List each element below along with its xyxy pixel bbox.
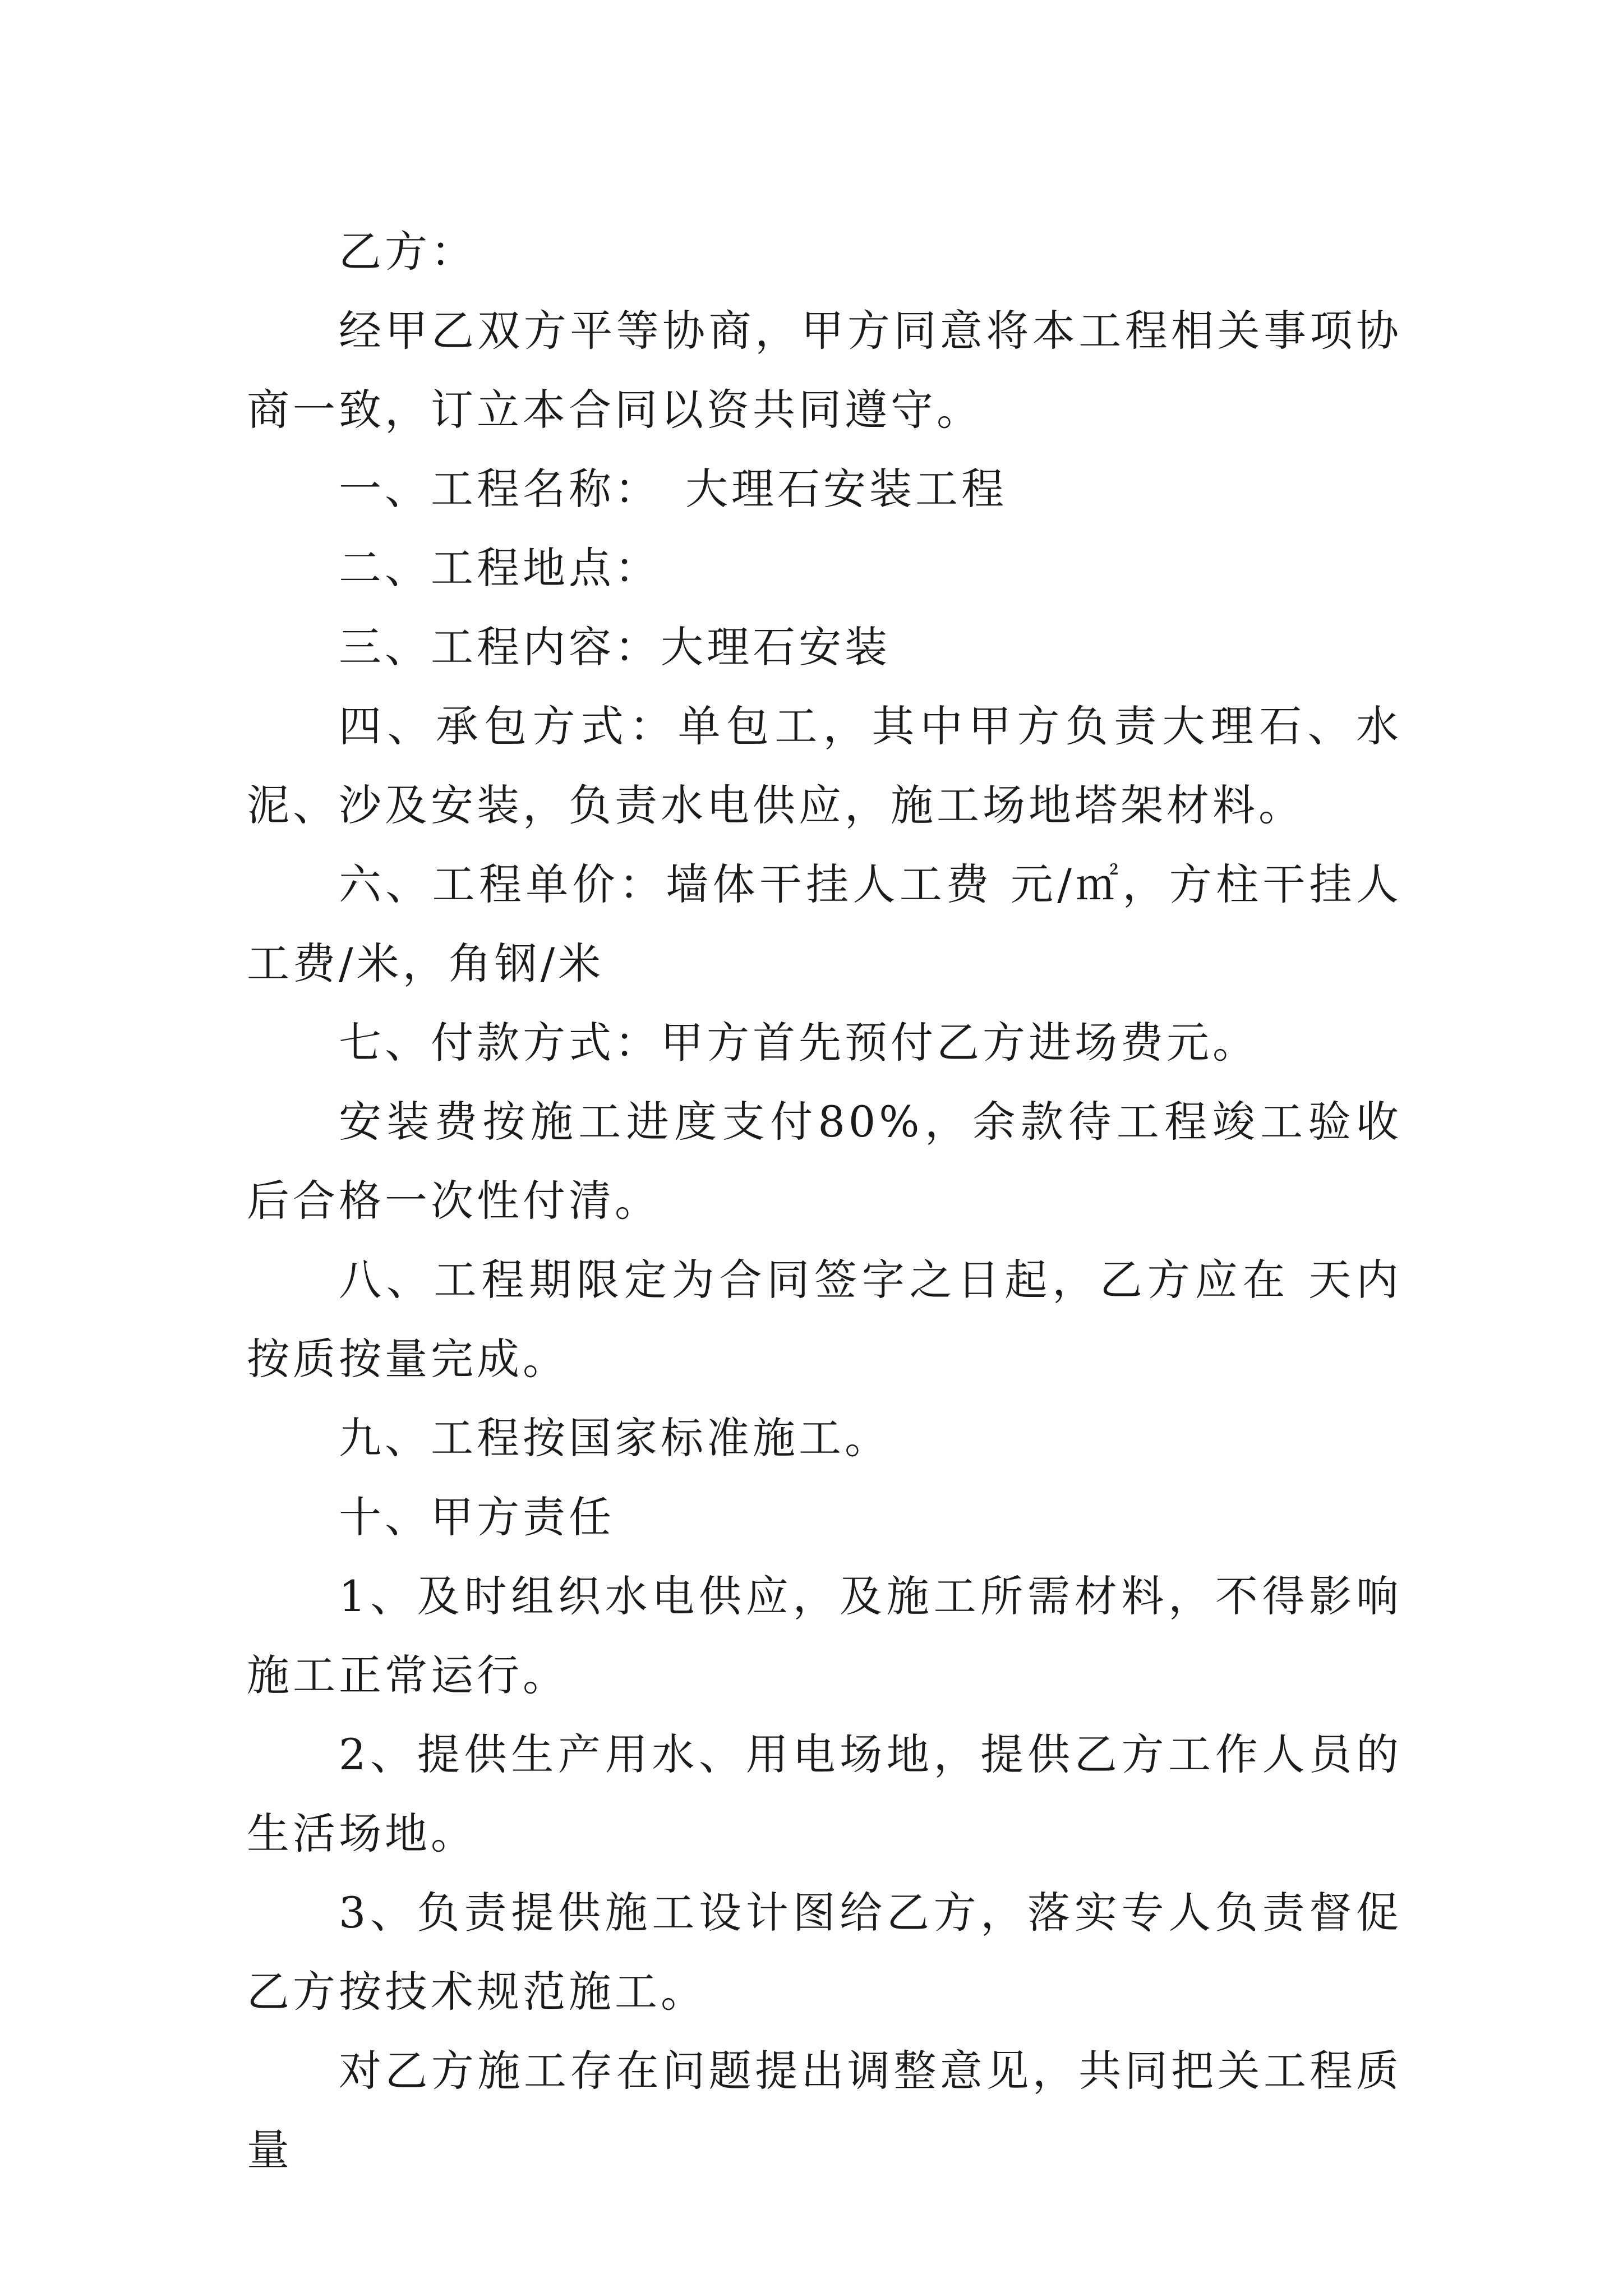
paragraph-payment-method: 七、付款方式：甲方首先预付乙方进场费元。 (339, 1018, 1258, 1068)
paragraph-quality-control: 对乙方施工存在问题提出调整意见，共同把关工程质量 (247, 2046, 1402, 2175)
paragraph-project-content: 三、工程内容：大理石安装 (339, 622, 891, 672)
paragraph-installation-fee: 安装费按施工进度支付80%，余款待工程竣工验收后合格一次性付清。 (247, 1097, 1402, 1226)
paragraph-agreement: 经甲乙双方平等协商，甲方同意将本工程相关事项协商一致，订立本合同以资共同遵守。 (247, 306, 1402, 435)
paragraph-duty-2: 2、提供生产用水、用电场地，提供乙方工作人员的生活场地。 (247, 1729, 1402, 1858)
paragraph-party-b: 乙方： (339, 227, 477, 277)
paragraph-unit-price: 六、工程单价：墙体干挂人工费 元/㎡，方柱干挂人工费/米，角钢/米 (247, 859, 1402, 988)
paragraph-standard: 九、工程按国家标准施工。 (339, 1413, 891, 1463)
paragraph-duty-3: 3、负责提供施工设计图给乙方，落实专人负责督促乙方按技术规范施工。 (247, 1888, 1402, 2017)
paragraph-project-period: 八、工程期限定为合同签字之日起，乙方应在 天内按质按量完成。 (247, 1255, 1402, 1384)
paragraph-project-name: 一、工程名称： 大理石安装工程 (339, 464, 1007, 514)
paragraph-project-location: 二、工程地点： (339, 543, 661, 593)
paragraph-contract-method: 四、承包方式：单包工，其中甲方负责大理石、水泥、沙及安装，负责水电供应，施工场地塔架材料。 (247, 701, 1402, 830)
document-body (247, 212, 1402, 2189)
paragraph-party-a-duties-heading: 十、甲方责任 (339, 1492, 615, 1542)
paragraph-duty-1: 1、及时组织水电供应，及施工所需材料，不得影响施工正常运行。 (247, 1571, 1402, 1700)
